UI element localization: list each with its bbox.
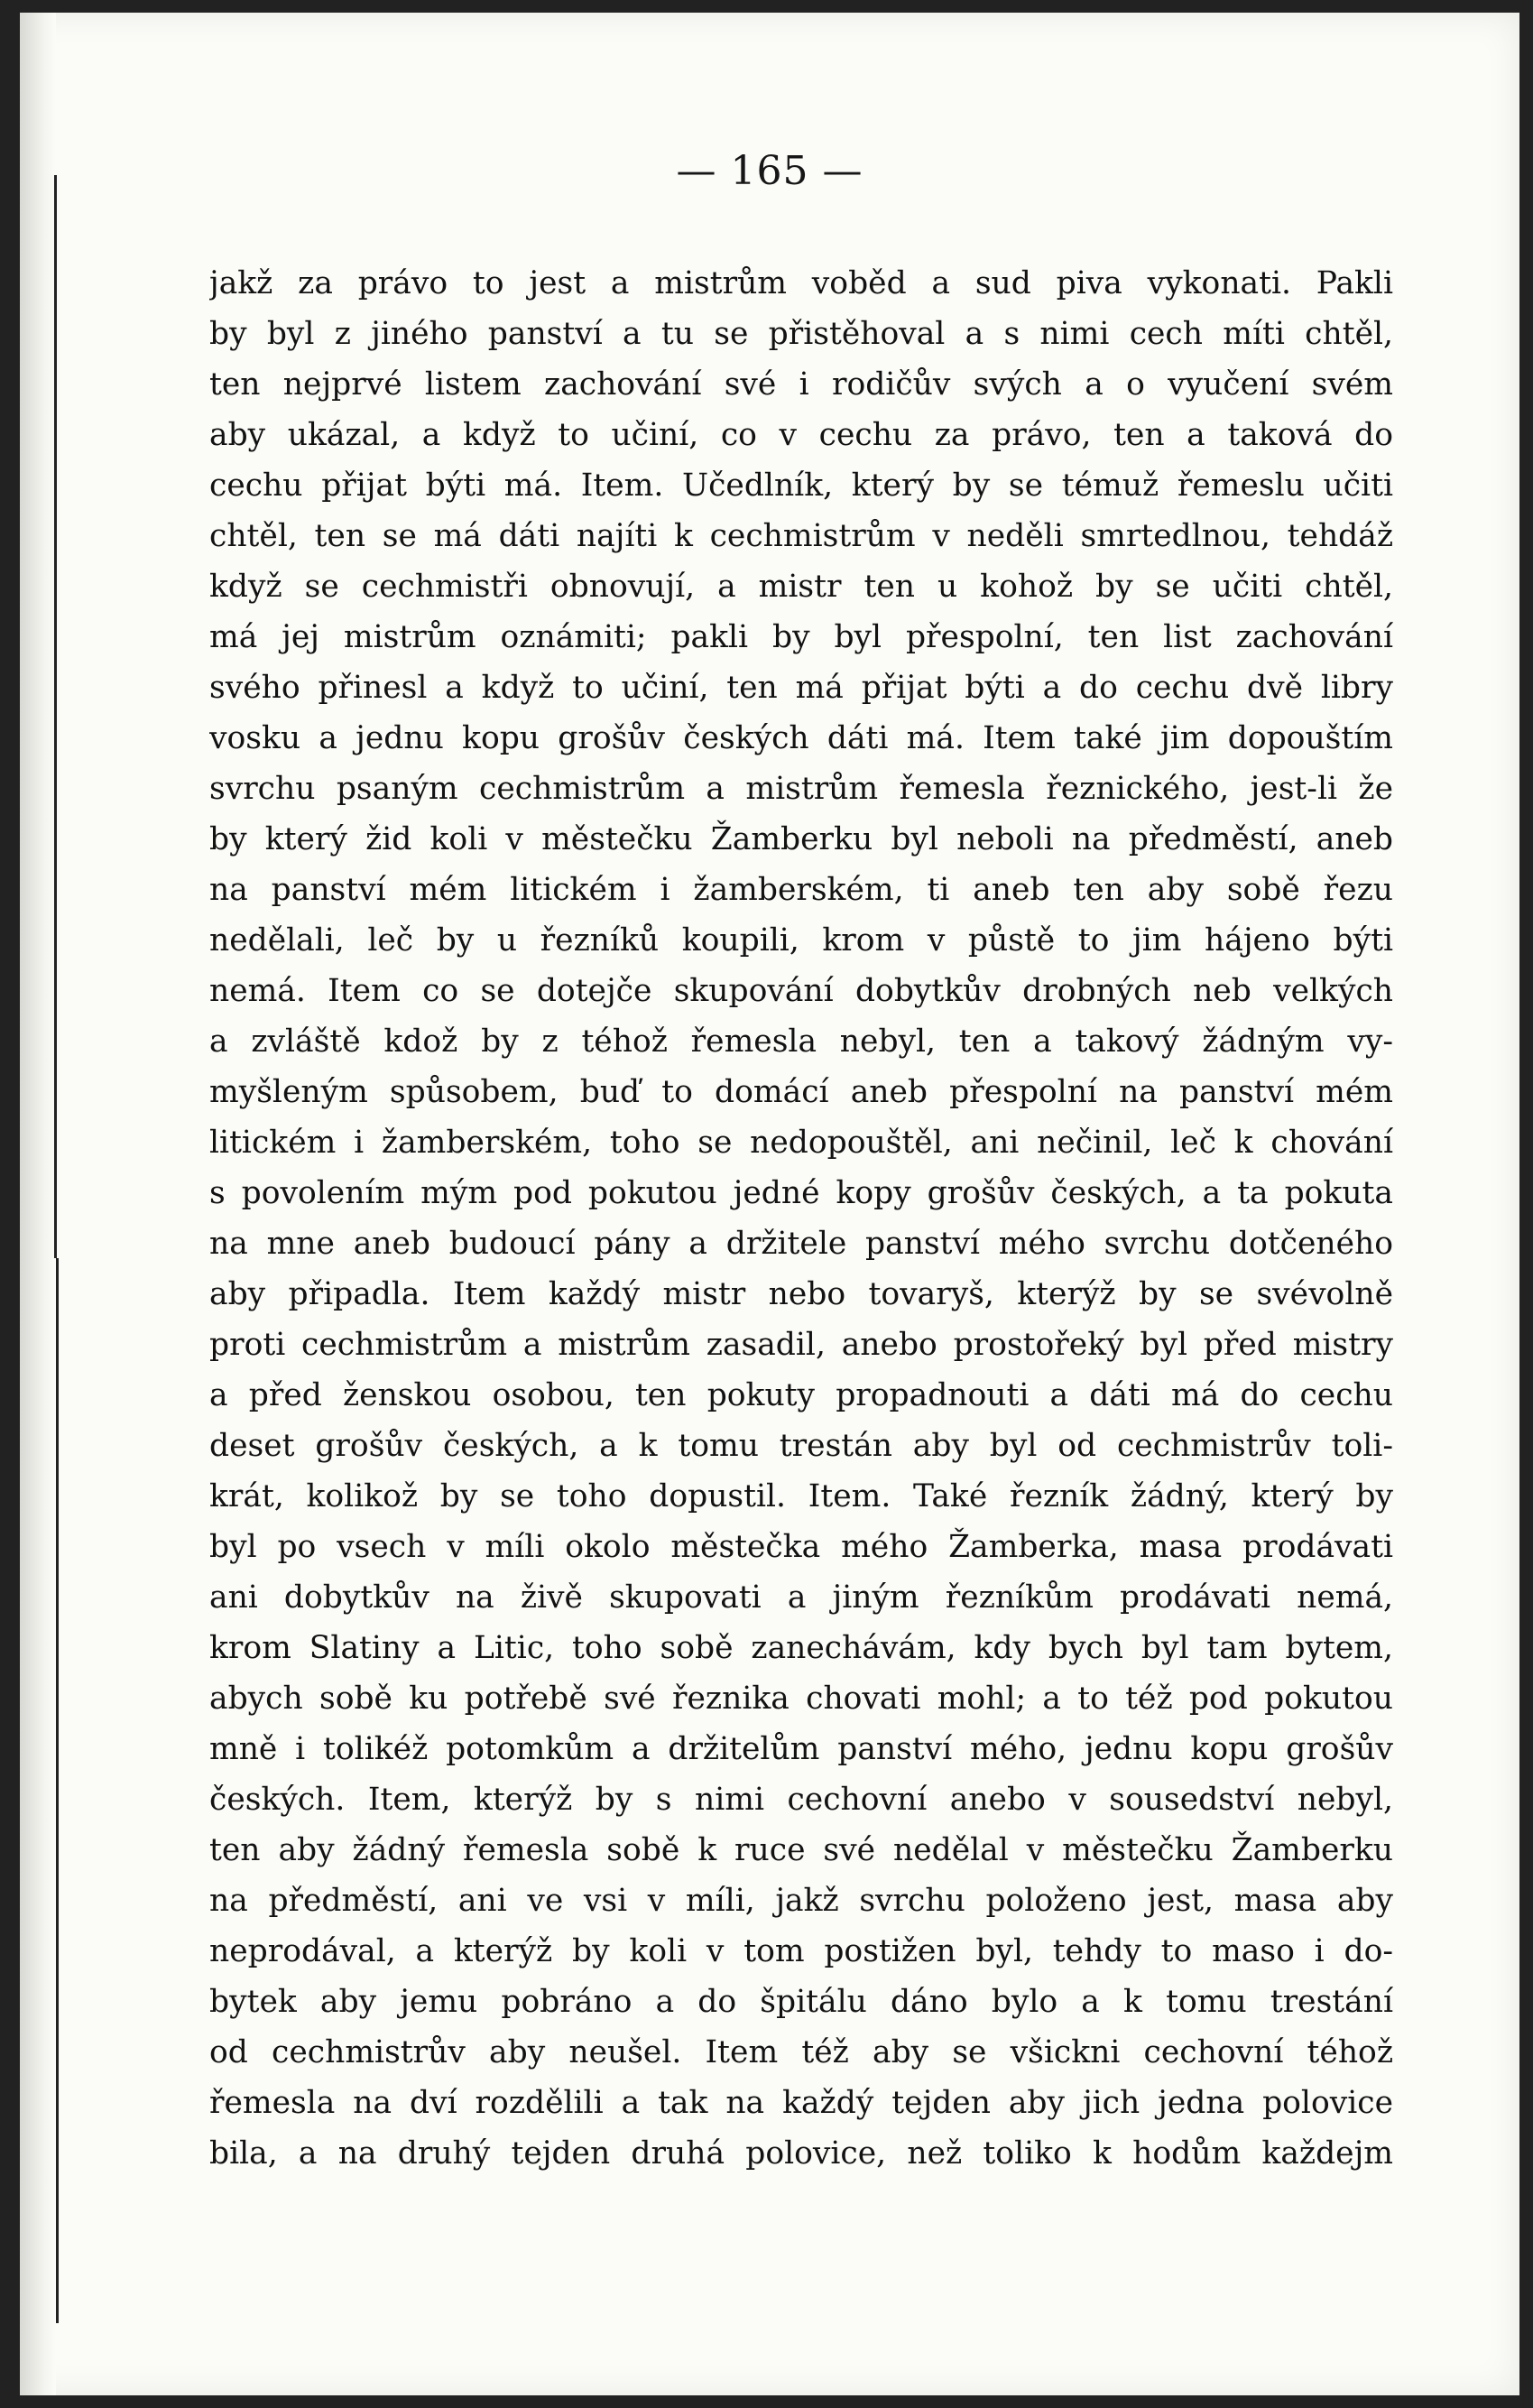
binding-shadow-line bbox=[54, 175, 57, 1258]
text-line: a před ženskou osobou, ten pokuty propadnouti a dáti má do cechu bbox=[209, 1377, 1393, 1413]
text-line: litickém i žamberském, toho se nedopouštěl, ani nečinil, leč k chování bbox=[209, 1125, 1393, 1161]
text-line: vosku a jednu kopu grošův českých dáti má. Item také jim dopouštím bbox=[209, 720, 1393, 756]
text-line: proti cechmistrům a mistrům zasadil, anebo prostořeký byl před mistry bbox=[209, 1327, 1393, 1363]
binding-shadow-line bbox=[56, 1258, 59, 2323]
text-line: byl po vsech v míli okolo městečka mého Žamberka, masa prodávati bbox=[209, 1529, 1393, 1565]
text-line: krát, kolikož by se toho dopustil. Item. Také řezník žádný, který by bbox=[209, 1478, 1393, 1514]
text-line: bytek aby jemu pobráno a do špitálu dáno bylo a k tomu trestání bbox=[209, 1984, 1393, 2020]
text-line: když se cechmistři obnovují, a mistr ten u kohož by se učiti chtěl, bbox=[209, 569, 1393, 605]
text-line: na panství mém litickém i žamberském, ti aneb ten aby sobě řezu bbox=[209, 872, 1393, 908]
text-line: řemesla na dví rozdělili a tak na každý tejden aby jich jedna polovice bbox=[209, 2085, 1393, 2121]
text-line: nedělali, leč by u řezníků koupili, krom v půstě to jim hájeno býti bbox=[209, 922, 1393, 959]
text-line: a zvláště kdož by z téhož řemesla nebyl, ten a takový žádným vy- bbox=[209, 1023, 1393, 1060]
text-line: krom Slatiny a Litic, toho sobě zanechávám, kdy bych byl tam bytem, bbox=[209, 1630, 1393, 1666]
text-line: svrchu psaným cechmistrům a mistrům řemesla řeznického, jest-li že bbox=[209, 771, 1393, 807]
text-line: by byl z jiného panství a tu se přistěhoval a s nimi cech míti chtěl, bbox=[209, 316, 1393, 352]
text-line: má jej mistrům oznámiti; pakli by byl přespolní, ten list zachování bbox=[209, 619, 1393, 655]
body-text bbox=[209, 258, 1393, 2179]
text-line: aby připadla. Item každý mistr nebo tovaryš, kterýž by se svévolně bbox=[209, 1276, 1393, 1312]
text-line: nemá. Item co se dotejče skupování dobytkův drobných neb velkých bbox=[209, 973, 1393, 1009]
text-line: mně i tolikéž potomkům a držitelům panství mého, jednu kopu grošův bbox=[209, 1731, 1393, 1767]
text-line: s povolením mým pod pokutou jedné kopy grošův českých, a ta pokuta bbox=[209, 1175, 1393, 1211]
text-line: českých. Item, kterýž by s nimi cechovní anebo v sousedství nebyl, bbox=[209, 1782, 1393, 1818]
text-line: myšleným spůsobem, buď to domácí aneb přespolní na panství mém bbox=[209, 1074, 1393, 1110]
text-line: neprodával, a kterýž by koli v tom postižen byl, tehdy to maso i do- bbox=[209, 1933, 1393, 1969]
text-line: jakž za právo to jest a mistrům voběd a sud piva vykonati. Pakli bbox=[209, 265, 1393, 301]
text-line: na předměstí, ani ve vsi v míli, jakž svrchu položeno jest, masa aby bbox=[209, 1883, 1393, 1919]
text-line: by který žid koli v městečku Žamberku byl neboli na předměstí, aneb bbox=[209, 821, 1393, 857]
text-line: ten nejprvé listem zachování své i rodičův svých a o vyučení svém bbox=[209, 366, 1393, 403]
binding-edge bbox=[20, 13, 56, 2395]
text-line: svého přinesl a když to učiní, ten má přijat býti a do cechu dvě libry bbox=[209, 670, 1393, 706]
book-page bbox=[20, 13, 1519, 2395]
text-line: na mne aneb budoucí pány a držitele panství mého svrchu dotčeného bbox=[209, 1226, 1393, 1262]
text-line: deset grošův českých, a k tomu trestán aby byl od cechmistrův toli- bbox=[209, 1428, 1393, 1464]
page-number: — 165 — bbox=[676, 148, 863, 194]
text-line: bila, a na druhý tejden druhá polovice, než toliko k hodům každejm bbox=[209, 2135, 1393, 2172]
text-line: chtěl, ten se má dáti najíti k cechmistrům v neděli smrtedlnou, tehdáž bbox=[209, 518, 1393, 554]
text-line: abych sobě ku potřebě své řeznika chovati mohl; a to též pod pokutou bbox=[209, 1681, 1393, 1717]
text-line: ani dobytkův na živě skupovati a jiným řezníkům prodávati nemá, bbox=[209, 1579, 1393, 1616]
text-line: aby ukázal, a když to učiní, co v cechu za právo, ten a taková do bbox=[209, 417, 1393, 453]
text-line: ten aby žádný řemesla sobě k ruce své nedělal v městečku Žamberku bbox=[209, 1832, 1393, 1868]
text-line: cechu přijat býti má. Item. Učedlník, který by se témuž řemeslu učiti bbox=[209, 468, 1393, 504]
text-line: od cechmistrův aby neušel. Item též aby se všickni cechovní téhož bbox=[209, 2034, 1393, 2070]
